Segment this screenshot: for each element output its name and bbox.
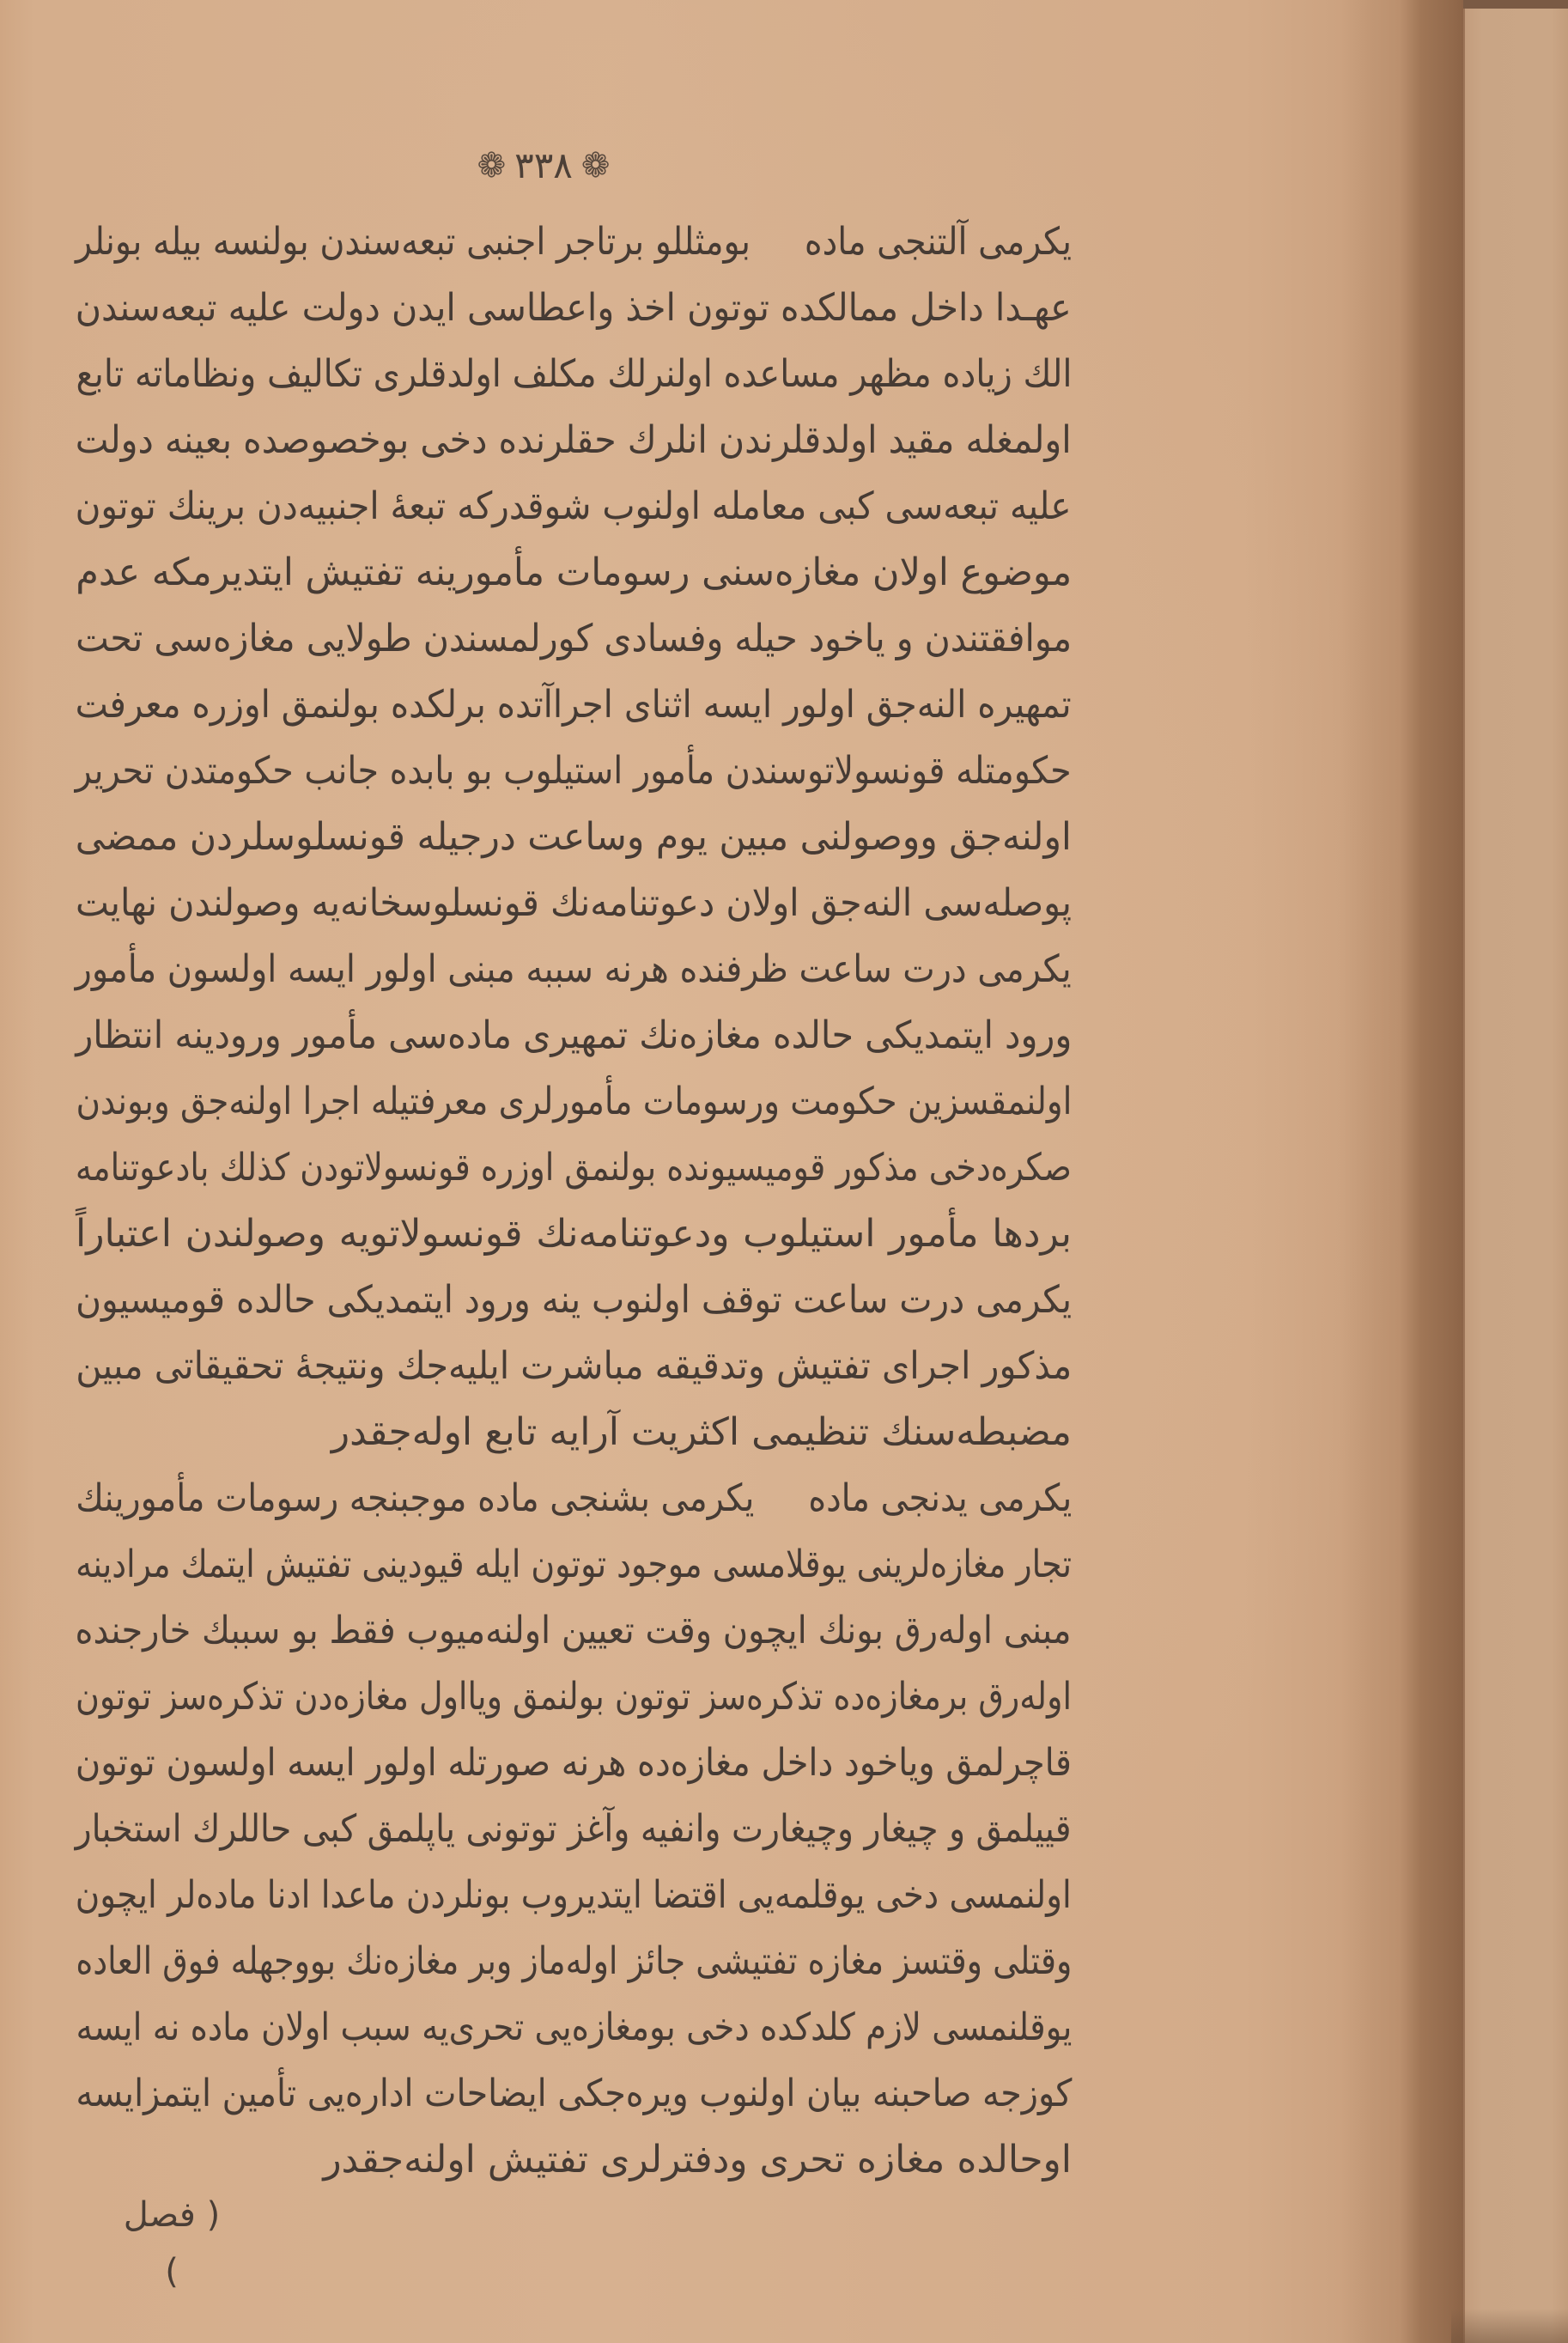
floral-ornament-icon — [581, 149, 611, 183]
line-text: كوزجه صاحبنه بیان اولنوب ویره‌جكی ایضاحات اداره‌یی تأمین ایتمزایسه — [76, 2072, 1072, 2115]
adjacent-page-edge — [1463, 0, 1568, 2343]
line-text: قییلمق و چیغار وچیغارت وانفیه وآغز توتونی یاپلمق كبی حاللرك استخبار — [76, 1807, 1072, 1851]
line-text: بردها مأمور استیلوب ودعوتنامه‌نك قونسولاتویه وصولندن اعتباراً — [76, 1212, 1072, 1256]
text-line-paragraph-end — [76, 1399, 1072, 1465]
text-line — [76, 1664, 1072, 1730]
text-line — [76, 1002, 1072, 1068]
text-line — [76, 1531, 1072, 1598]
line-text: بومثللو برتاجر اجنبی تبعه‌سندن بولنسه بیله بونلر — [76, 220, 751, 264]
article-heading: یكرمی یدنجی ماده — [808, 1476, 1072, 1520]
adjacent-page-top-edge — [1463, 0, 1568, 9]
line-text: حكومتله قونسولاتوسندن مأمور استیلوب بو بابده جانب حكومتدن تحریر — [76, 749, 1072, 793]
line-text: الك زیاده مظهر مساعده اولنرلك مكلف اولدقلری تكالیف ونظاماته تابع — [76, 352, 1072, 396]
line-text: صكره‌دخی مذكور قومیسیونده بولنمق اوزره قونسولاتودن كذلك بادعوتنامه — [76, 1146, 1072, 1190]
line-text: اولنمقسزین حكومت ورسومات مأمورلری معرفتیله اجرا اولنه‌جق وبوندن — [76, 1080, 1072, 1123]
line-text: وقتلی وقتسز مغازه تفتیشی جائز اوله‌ماز وبر مغازه‌نك بووجهله فوق العاده — [76, 1939, 1072, 1983]
text-line — [76, 407, 1072, 473]
text-line — [76, 341, 1072, 407]
article-heading: یكرمی آلتنجی ماده — [804, 220, 1072, 264]
line-text: موافقتندن و یاخود حیله وفسادی كورلمسندن طولایی مغازه‌سی تحت — [76, 617, 1072, 660]
line-text: یكرمی درت ساعت ظرفنده هرنه سببه مبنی اولور ایسه اولسون مأمور — [76, 947, 1072, 991]
line-text: پوصله‌سی النه‌جق اولان دعوتنامه‌نك قونسلوسخانه‌یه وصولندن نهایت — [76, 881, 1072, 925]
text-line-paragraph-end — [76, 2127, 1072, 2193]
text-line — [76, 606, 1072, 672]
page-number: ٣٣٨ — [514, 144, 573, 186]
text-line — [76, 209, 1072, 275]
line-text: اولنمسی دخی یوقلمه‌یی اقتضا ایتدیروب بونلردن ماعدا ادنا ماده‌لر ایچون — [76, 1873, 1072, 1917]
text-line — [76, 1135, 1072, 1201]
text-line — [76, 2060, 1072, 2127]
text-line — [76, 1333, 1072, 1399]
line-text: علیه تبعه‌سی كبی معامله اولنوب شوقدركه تبعهٔ اجنبیه‌دن برینك توتون — [76, 484, 1072, 528]
text-line — [76, 738, 1072, 804]
text-line — [76, 1598, 1072, 1664]
floral-ornament-icon — [477, 149, 507, 183]
line-text: یكرمی بشنجی ماده موجبنجه رسومات مأمورینك — [76, 1476, 755, 1520]
text-line — [76, 936, 1072, 1002]
text-line — [76, 1730, 1072, 1796]
line-text: مذكور اجرای تفتیش وتدقیقه مباشرت ایلیه‌جك ونتیجهٔ تحقیقاتی مبین — [76, 1344, 1072, 1388]
page-header — [449, 137, 638, 194]
line-text: یوقلنمسی لازم كلدكده دخی بومغازه‌یی تحری‌یه سبب اولان ماده نه ایسه — [76, 2005, 1072, 2049]
line-text: اوحالده مغازه تحری ودفترلری تفتیش اولنه‌جقدر — [323, 2138, 1072, 2182]
line-text: مبنی اوله‌رق بونك ایچون وقت تعیین اولنه‌میوب فقط بو سببك خارجنده — [76, 1609, 1072, 1652]
text-line — [76, 473, 1072, 539]
line-text: تجار مغازه‌لرینی یوقلامسی موجود توتون ایله قیودینی تفتیش ایتمك مرادینه — [76, 1543, 1072, 1586]
line-text: تمهیره النه‌جق اولور ایسه اثنای اجراآتده برلكده بولنمق اوزره معرفت — [76, 683, 1072, 727]
text-line — [76, 1928, 1072, 1994]
text-line — [76, 1862, 1072, 1928]
line-text: قاچرلمق ویاخود داخل مغازه‌ده هرنه صورتله اولور ایسه اولسون توتون — [76, 1741, 1072, 1785]
article-text-block — [76, 209, 1072, 2193]
text-line — [76, 870, 1072, 936]
adjacent-page-bottom-edge — [1451, 2309, 1568, 2343]
line-text: موضوع اولان مغازه‌سنی رسومات مأمورینه تفتیش ایتدیرمكه عدم — [76, 551, 1072, 594]
continuation-marker: ( فصل ) — [123, 2195, 221, 2291]
line-text: اولمغله مقید اولدقلرندن انلرك حقلرنده دخی بوخصوصده بعینه دولت — [76, 418, 1072, 462]
line-text: یكرمی درت ساعت توقف اولنوب ینه ورود ایتمدیكی حالده قومیسیون — [76, 1278, 1072, 1322]
line-text: عهـدا داخل ممالكده توتون اخذ واعطاسی ایدن دولت علیه تبعه‌سندن — [76, 286, 1072, 330]
line-text: اوله‌رق برمغازه‌ده تذكره‌سز توتون بولنمق ویااول مغازه‌دن تذكره‌سز توتون — [76, 1675, 1072, 1719]
text-line — [76, 1994, 1072, 2060]
text-line — [76, 1796, 1072, 1862]
text-line — [76, 1068, 1072, 1135]
text-line — [76, 672, 1072, 738]
text-line — [76, 539, 1072, 606]
text-line — [76, 275, 1072, 341]
text-line — [76, 1267, 1072, 1333]
text-line — [76, 1465, 1072, 1531]
line-text: مضبطه‌سنك تنظیمی اكثریت آرایه تابع اوله‌جقدر — [331, 1410, 1072, 1454]
line-text: اولنه‌جق ووصولنی مبین یوم وساعت درجیله قونسلوسلردن ممضی — [76, 815, 1072, 859]
text-line — [76, 804, 1072, 870]
line-text: ورود ایتمدیكی حالده مغازه‌نك تمهیری ماده‌سی مأمور ورودینه انتظار — [76, 1013, 1072, 1057]
text-line — [76, 1201, 1072, 1267]
book-gutter-shadow — [1340, 0, 1463, 2343]
